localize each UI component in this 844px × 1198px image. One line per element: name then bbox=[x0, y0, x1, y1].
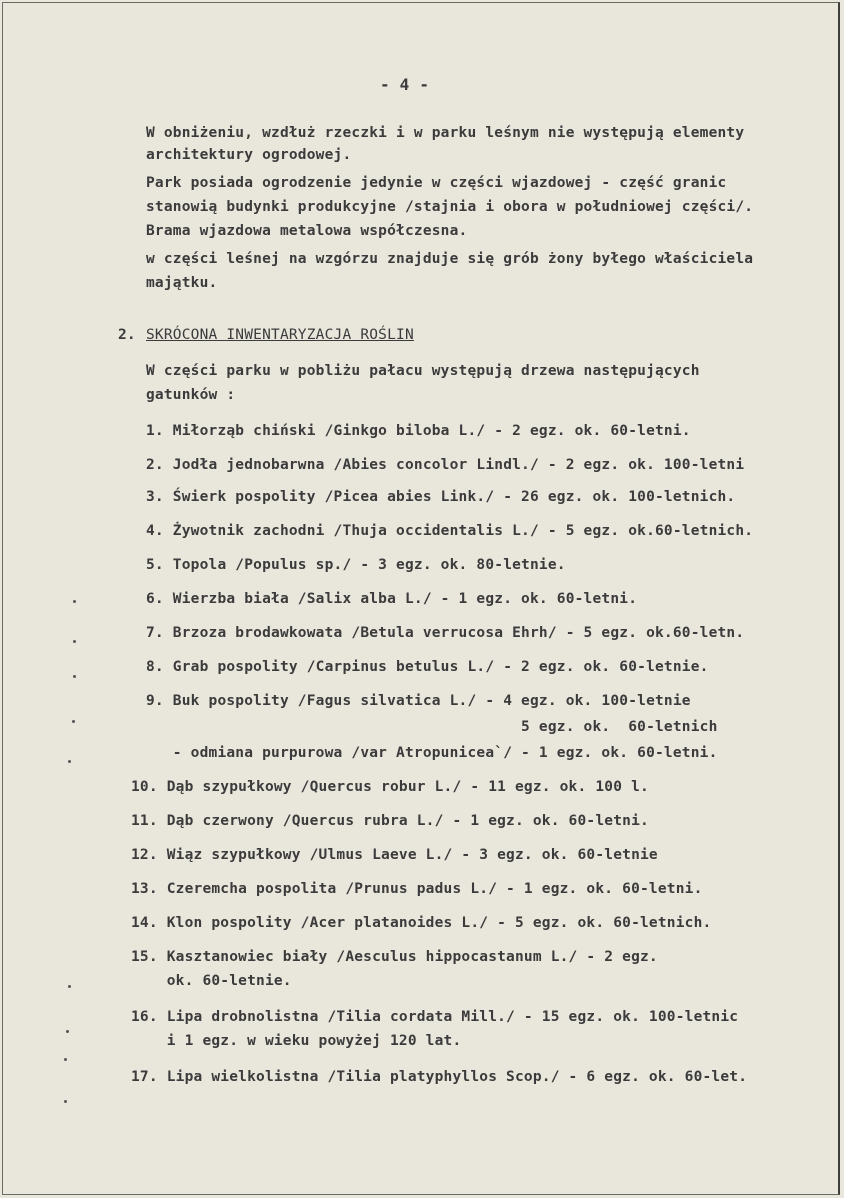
species-line: ok. 60-letnie. bbox=[131, 973, 292, 989]
section-intro-line: gatunków : bbox=[146, 387, 236, 403]
species-line: 5. Topola /Populus sp./ - 3 egz. ok. 80-letnie. bbox=[146, 557, 566, 573]
section-title: SKRÓCONA INWENTARYZACJA ROŚLIN bbox=[146, 327, 414, 343]
margin-mark bbox=[72, 720, 75, 723]
species-line: 7. Brzoza brodawkowata /Betula verrucosa Ehrh/ - 5 egz. ok.60-letn. bbox=[146, 625, 745, 641]
margin-mark bbox=[64, 1058, 67, 1061]
margin-mark bbox=[64, 1100, 67, 1103]
species-line: 1. Miłorząb chiński /Ginkgo biloba L./ - 2 egz. ok. 60-letni. bbox=[146, 423, 691, 439]
species-line: 9. Buk pospolity /Fagus silvatica L./ - 4 egz. ok. 100-letnie bbox=[146, 693, 691, 709]
species-line: 4. Żywotnik zachodni /Thuja occidentalis L./ - 5 egz. ok.60-letnich. bbox=[146, 523, 754, 539]
species-line: 17. Lipa wielkolistna /Tilia platyphyllos Scop./ - 6 egz. ok. 60-let. bbox=[131, 1069, 748, 1085]
species-line: 13. Czeremcha pospolita /Prunus padus L./ - 1 egz. ok. 60-letni. bbox=[131, 881, 703, 897]
species-line: i 1 egz. w wieku powyżej 120 lat. bbox=[131, 1033, 462, 1049]
species-line: 8. Grab pospolity /Carpinus betulus L./ - 2 egz. ok. 60-letnie. bbox=[146, 659, 709, 675]
species-line: 14. Klon pospolity /Acer platanoides L./ - 5 egz. ok. 60-letnich. bbox=[131, 915, 712, 931]
intro-line: architektury ogrodowej. bbox=[146, 147, 352, 163]
species-line: 10. Dąb szypułkowy /Quercus robur L./ - 11 egz. ok. 100 l. bbox=[131, 779, 649, 795]
species-line: 6. Wierzba biała /Salix alba L./ - 1 egz. ok. 60-letni. bbox=[146, 591, 638, 607]
section-number: 2. bbox=[118, 327, 136, 343]
species-line: 2. Jodła jednobarwna /Abies concolor Lindl./ - 2 egz. ok. 100-letni bbox=[146, 457, 745, 473]
intro-line: stanowią budynki produkcyjne /stajnia i obora w południowej części/. bbox=[146, 199, 754, 215]
intro-line: Park posiada ogrodzenie jedynie w części wjazdowej - część granic bbox=[146, 175, 727, 191]
intro-line: majątku. bbox=[146, 275, 218, 291]
species-line: 11. Dąb czerwony /Quercus rubra L./ - 1 egz. ok. 60-letni. bbox=[131, 813, 649, 829]
margin-mark bbox=[68, 985, 71, 988]
margin-mark bbox=[73, 640, 76, 643]
species-line: 5 egz. ok. 60-letnich bbox=[146, 719, 718, 735]
species-line: 15. Kasztanowiec biały /Aesculus hippocastanum L./ - 2 egz. bbox=[131, 949, 658, 965]
margin-mark bbox=[73, 600, 76, 603]
margin-mark bbox=[68, 760, 71, 763]
intro-line: W obniżeniu, wzdłuż rzeczki i w parku leśnym nie występują elementy bbox=[146, 125, 745, 141]
section-intro-line: W części parku w pobliżu pałacu występują drzewa następujących bbox=[146, 363, 700, 379]
species-line: - odmiana purpurowa /var Atropunicea`/ - 1 egz. ok. 60-letni. bbox=[146, 745, 718, 761]
species-line: 12. Wiąz szypułkowy /Ulmus Laeve L./ - 3 egz. ok. 60-letnie bbox=[131, 847, 658, 863]
page-number: - 4 - bbox=[380, 75, 430, 94]
intro-line: Brama wjazdowa metalowa współczesna. bbox=[146, 223, 468, 239]
species-line: 16. Lipa drobnolistna /Tilia cordata Mill./ - 15 egz. ok. 100-letnic bbox=[131, 1009, 739, 1025]
species-line: 3. Świerk pospolity /Picea abies Link./ - 26 egz. ok. 100-letnich. bbox=[146, 489, 736, 505]
margin-mark bbox=[66, 1030, 69, 1033]
intro-line: w części leśnej na wzgórzu znajduje się grób żony byłego właściciela bbox=[146, 251, 754, 267]
margin-mark bbox=[73, 675, 76, 678]
